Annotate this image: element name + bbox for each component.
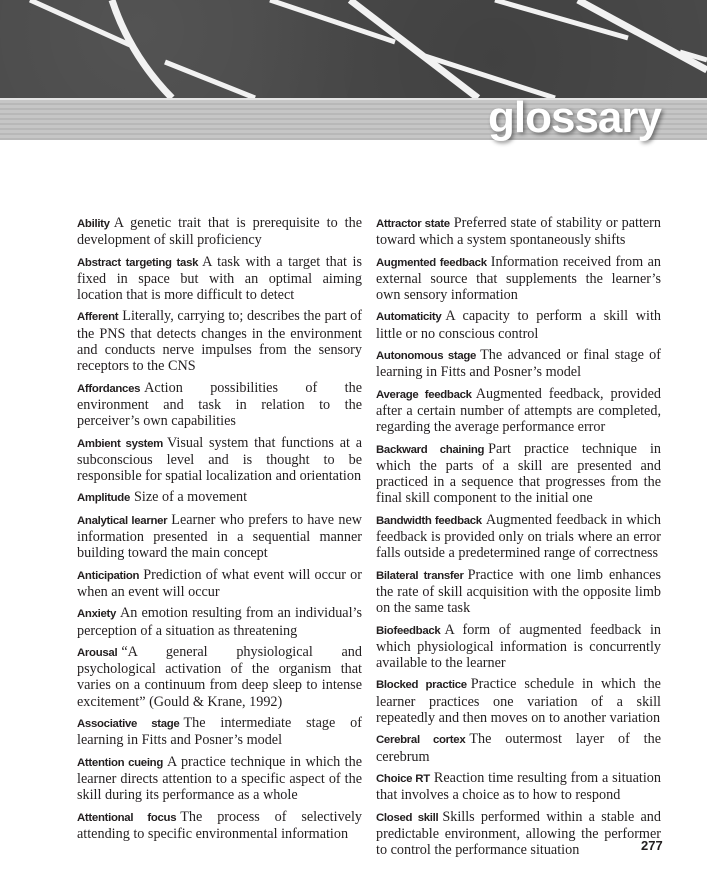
glossary-entry <box>77 567 362 601</box>
glossary-column-left <box>77 215 362 847</box>
glossary-entry <box>77 809 362 843</box>
glossary-definition: A genetic trait that is prerequisite to the development of skill proficiency <box>77 215 362 249</box>
glossary-definition: A capacity to perform a skill with little or no conscious control <box>376 308 661 342</box>
glossary-entry <box>376 215 661 249</box>
glossary-entry <box>77 254 362 304</box>
header-photo-banner <box>0 0 707 98</box>
glossary-term: Attention cueing <box>77 756 163 769</box>
glossary-term: Backward chaining <box>376 443 485 456</box>
glossary-entry <box>376 622 661 672</box>
glossary-entry <box>77 435 362 485</box>
glossary-definition: A form of augmented feedback in which physiological information is concurrently available to the learner <box>376 621 661 672</box>
glossary-entry <box>77 512 362 562</box>
glossary-term: Anxiety <box>77 608 117 621</box>
glossary-entry <box>77 644 362 710</box>
glossary-entry <box>376 308 661 342</box>
glossary-entry <box>376 809 661 859</box>
track-lines-image <box>0 0 707 98</box>
glossary-term: Closed skill <box>376 811 439 824</box>
glossary-definition: “A general physiological and psychological activation of the organism that varies on a continuum from deep sleep to intense excitement” (Gould & Krane, 1992) <box>77 643 362 710</box>
glossary-definition: A task with a target that is fixed in space but with an optimal aiming location that is more difficult to detect <box>77 253 362 304</box>
glossary-entry <box>376 254 661 304</box>
track-line <box>112 0 172 98</box>
glossary-term: Bilateral transfer <box>376 569 464 582</box>
page-number: 277 <box>641 838 663 853</box>
glossary-column-right <box>376 215 661 863</box>
glossary-definition: Literally, carrying to; describes the part of the PNS that detects changes in the environment and conducts nerve impulses from the sensory receptors to the CNS <box>77 308 362 375</box>
glossary-entry <box>77 754 362 804</box>
glossary-definition: Augmented feedback, provided after a certain number of attempts are completed, regarding the average performance error <box>376 385 661 436</box>
glossary-entry <box>77 215 362 249</box>
glossary-entry <box>376 567 661 617</box>
glossary-definition: The intermediate stage of learning in Fitts and Posner’s model <box>77 715 362 749</box>
track-line <box>165 62 255 98</box>
glossary-definition: Visual system that functions at a subconscious level and is thought to be responsible for spatial localization and orientation <box>77 434 362 485</box>
glossary-entry <box>77 489 362 506</box>
glossary-entry <box>376 386 661 436</box>
glossary-entry <box>376 731 661 765</box>
glossary-term: Biofeedback <box>376 624 441 637</box>
glossary-definition: The outermost layer of the cerebrum <box>376 731 661 765</box>
glossary-definition: Augmented feedback in which feedback is provided only on trials where an error falls outside a predetermined range of correctness <box>376 511 661 562</box>
glossary-term: Automaticity <box>376 311 442 324</box>
glossary-definition: Prediction of what event will occur or when an event will occur <box>77 566 362 600</box>
glossary-definition: Practice with one limb enhances the rate of skill acquisition with the opposite limb on the same task <box>376 566 661 617</box>
glossary-definition: Size of a movement <box>134 489 248 506</box>
track-line <box>425 56 555 98</box>
glossary-entry <box>376 512 661 562</box>
glossary-entry <box>376 770 661 804</box>
glossary-term: Anticipation <box>77 569 140 582</box>
glossary-entry <box>376 347 661 381</box>
page-title: glossary <box>488 93 661 142</box>
track-line <box>578 0 707 70</box>
glossary-definition: Information received from an external source that supplements the learner’s own sensory information <box>376 253 661 304</box>
glossary-entry <box>376 441 661 507</box>
glossary-term: Arousal <box>77 646 118 659</box>
glossary-entry <box>77 308 362 374</box>
glossary-term: Attractor state <box>376 218 450 230</box>
glossary-definition: A practice technique in which the learner directs attention to a specific aspect of the skill during its performance as a whole <box>77 753 362 804</box>
glossary-term: Analytical learner <box>77 514 168 527</box>
glossary-definition: Preferred state of stability or pattern toward which a system spontaneously shifts <box>376 215 662 249</box>
glossary-term: Autonomous stage <box>376 350 477 363</box>
glossary-term: Blocked practice <box>376 679 467 692</box>
glossary-definition: Learner who prefers to have new information presented in a sequential manner building toward the main concept <box>77 511 362 562</box>
glossary-entry <box>77 715 362 749</box>
track-line <box>350 0 478 98</box>
glossary-term: Abstract targeting task <box>77 256 199 269</box>
glossary-term: Affordances <box>77 382 141 395</box>
glossary-definition: Action possibilities of the environment and task in relation to the perceiver’s own capabilities <box>77 379 362 430</box>
glossary-term: Augmented feedback <box>376 256 487 269</box>
glossary-definition: Reaction time resulting from a situation that involves a choice as to how to respond <box>376 769 661 804</box>
glossary-entry <box>77 605 362 639</box>
glossary-entry <box>376 676 661 726</box>
glossary-definition: The advanced or final stage of learning in Fitts and Posner’s model <box>376 347 661 381</box>
glossary-term: Bandwidth feedback <box>376 514 482 527</box>
glossary-term: Average feedback <box>376 388 472 401</box>
glossary-term: Ability <box>77 218 110 230</box>
glossary-definition: Skills performed within a stable and predictable environment, allowing the performer to control the performance situation <box>376 808 661 859</box>
glossary-term: Ambient system <box>77 437 163 450</box>
glossary-definition: Part practice technique in which the parts of a skill are presented and practiced in a sequence that progresses from the final skill component to the initial one <box>376 440 661 507</box>
glossary-definition: The process of selectively attending to specific environmental information <box>77 808 362 842</box>
glossary-term: Amplitude <box>77 492 130 505</box>
glossary-term: Associative stage <box>77 718 180 731</box>
glossary-entry <box>77 380 362 430</box>
glossary-term: Attentional focus <box>77 811 177 824</box>
glossary-term: Cerebral cortex <box>376 734 466 747</box>
glossary-definition: Practice schedule in which the learner practices one variation of a skill repeatedly and then moves on to another variation <box>376 676 661 727</box>
glossary-term: Choice RT <box>376 772 430 785</box>
glossary-term: Afferent <box>77 311 119 324</box>
glossary-definition: An emotion resulting from an individual’s perception of a situation as threatening <box>77 605 362 639</box>
